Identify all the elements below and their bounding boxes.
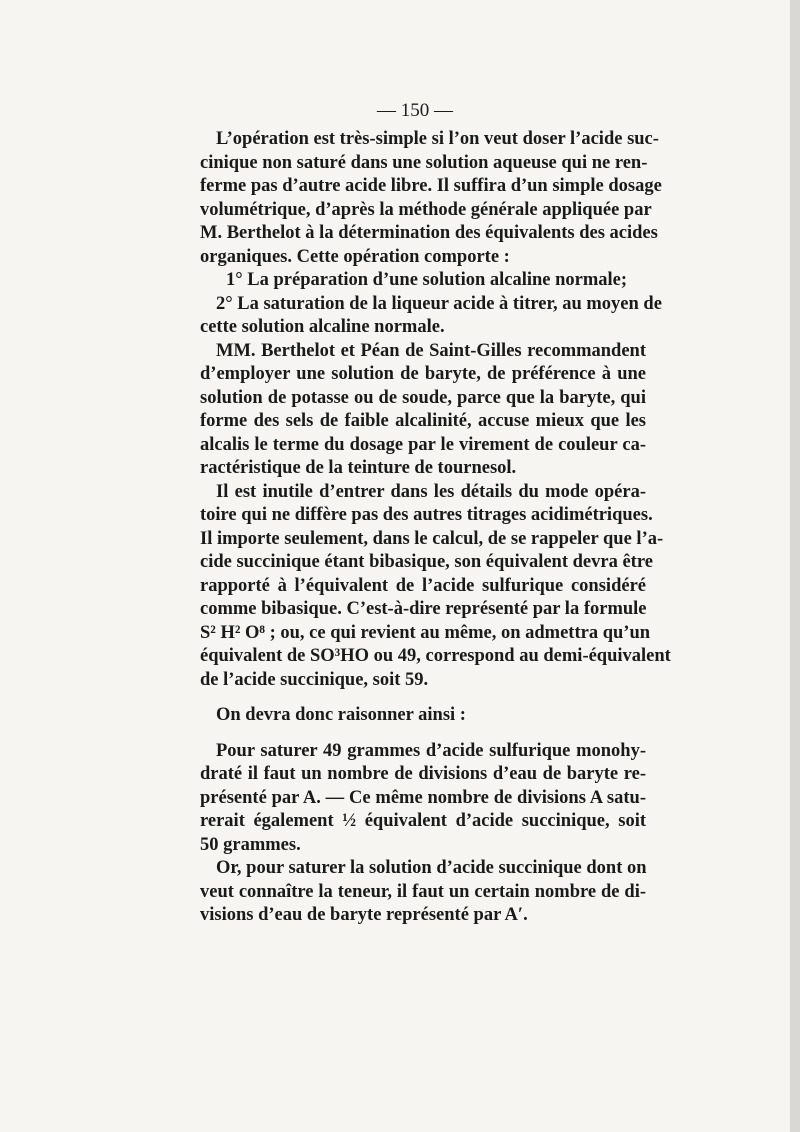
page-number: — 150 —: [377, 100, 453, 121]
text-line: organiques. Cette opération comporte :: [200, 246, 510, 267]
paragraph-gap: [200, 728, 646, 740]
text-line: rerait également ½ équivalent d’acide succinique, soit: [200, 811, 646, 831]
text-line: 50 grammes.: [200, 834, 301, 855]
text-line: cette solution alcaline normale.: [200, 317, 445, 337]
body-text: [200, 128, 671, 928]
text-line: cinique non saturé dans une solution aqueuse qui ne ren-: [200, 152, 648, 173]
text-line: présenté par A. — Ce même nombre de divisions A satu-: [200, 787, 646, 808]
text-line: solution de potasse ou de soude, parce que la baryte, qui: [200, 387, 646, 408]
text-line: L’opération est très-simple si l’on veut doser l’acide suc-: [216, 129, 659, 149]
text-line: On devra donc raisonner ainsi :: [216, 705, 466, 725]
text-line: d’employer une solution de baryte, de préférence à une: [200, 364, 646, 384]
text-line: de l’acide succinique, soit 59.: [200, 669, 429, 690]
text-line: cide succinique étant bibasique, son équivalent devra être: [200, 552, 653, 572]
text-line: S² H² O⁸ ; ou, ce qui revient au même, on admettra qu’un: [200, 622, 651, 643]
text-line: MM. Berthelot et Péan de Saint-Gilles recommandent: [216, 340, 646, 361]
text-line: 2° La saturation de la liqueur acide à titrer, au moyen de: [216, 293, 662, 314]
text-line: alcalis le terme du dosage par le virement de couleur ca-: [200, 434, 646, 455]
paragraph-gap: [200, 692, 646, 704]
text-line: Pour saturer 49 grammes d’acide sulfurique monohy-: [216, 740, 646, 761]
text-line: toire qui ne diffère pas des autres titrages acidimétriques.: [200, 505, 653, 525]
text-line: Il est inutile d’entrer dans les détails du mode opéra-: [216, 481, 646, 502]
text-line: ractéristique de la teinture de tournesol.: [200, 458, 517, 478]
text-line: volumétrique, d’après la méthode générale appliquée par: [200, 199, 652, 220]
text-line: rapporté à l’équivalent de l’acide sulfurique considéré: [200, 575, 646, 596]
text-line: draté il faut un nombre de divisions d’eau de baryte re-: [200, 764, 646, 784]
text-line: veut connaître la teneur, il faut un certain nombre de di-: [200, 881, 646, 902]
text-line: M. Berthelot à la détermination des équivalents des acides: [200, 223, 658, 243]
text-line: Il importe seulement, dans le calcul, de se rappeler que l’a-: [200, 528, 664, 549]
text-line: Or, pour saturer la solution d’acide succinique dont on: [216, 858, 647, 878]
text-line: visions d’eau de baryte représenté par A′.: [200, 905, 528, 925]
text-line: équivalent de SO³HO ou 49, correspond au demi-équivalent: [200, 646, 671, 666]
text-line: comme bibasique. C’est-à-dire représenté par la formule: [200, 599, 647, 619]
text-line: forme des sels de faible alcalinité, accuse mieux que les: [200, 411, 646, 431]
text-line: 1° La préparation d’une solution alcaline normale;: [226, 270, 628, 290]
text-line: ferme pas d’autre acide libre. Il suffira d’un simple dosage: [200, 176, 662, 196]
